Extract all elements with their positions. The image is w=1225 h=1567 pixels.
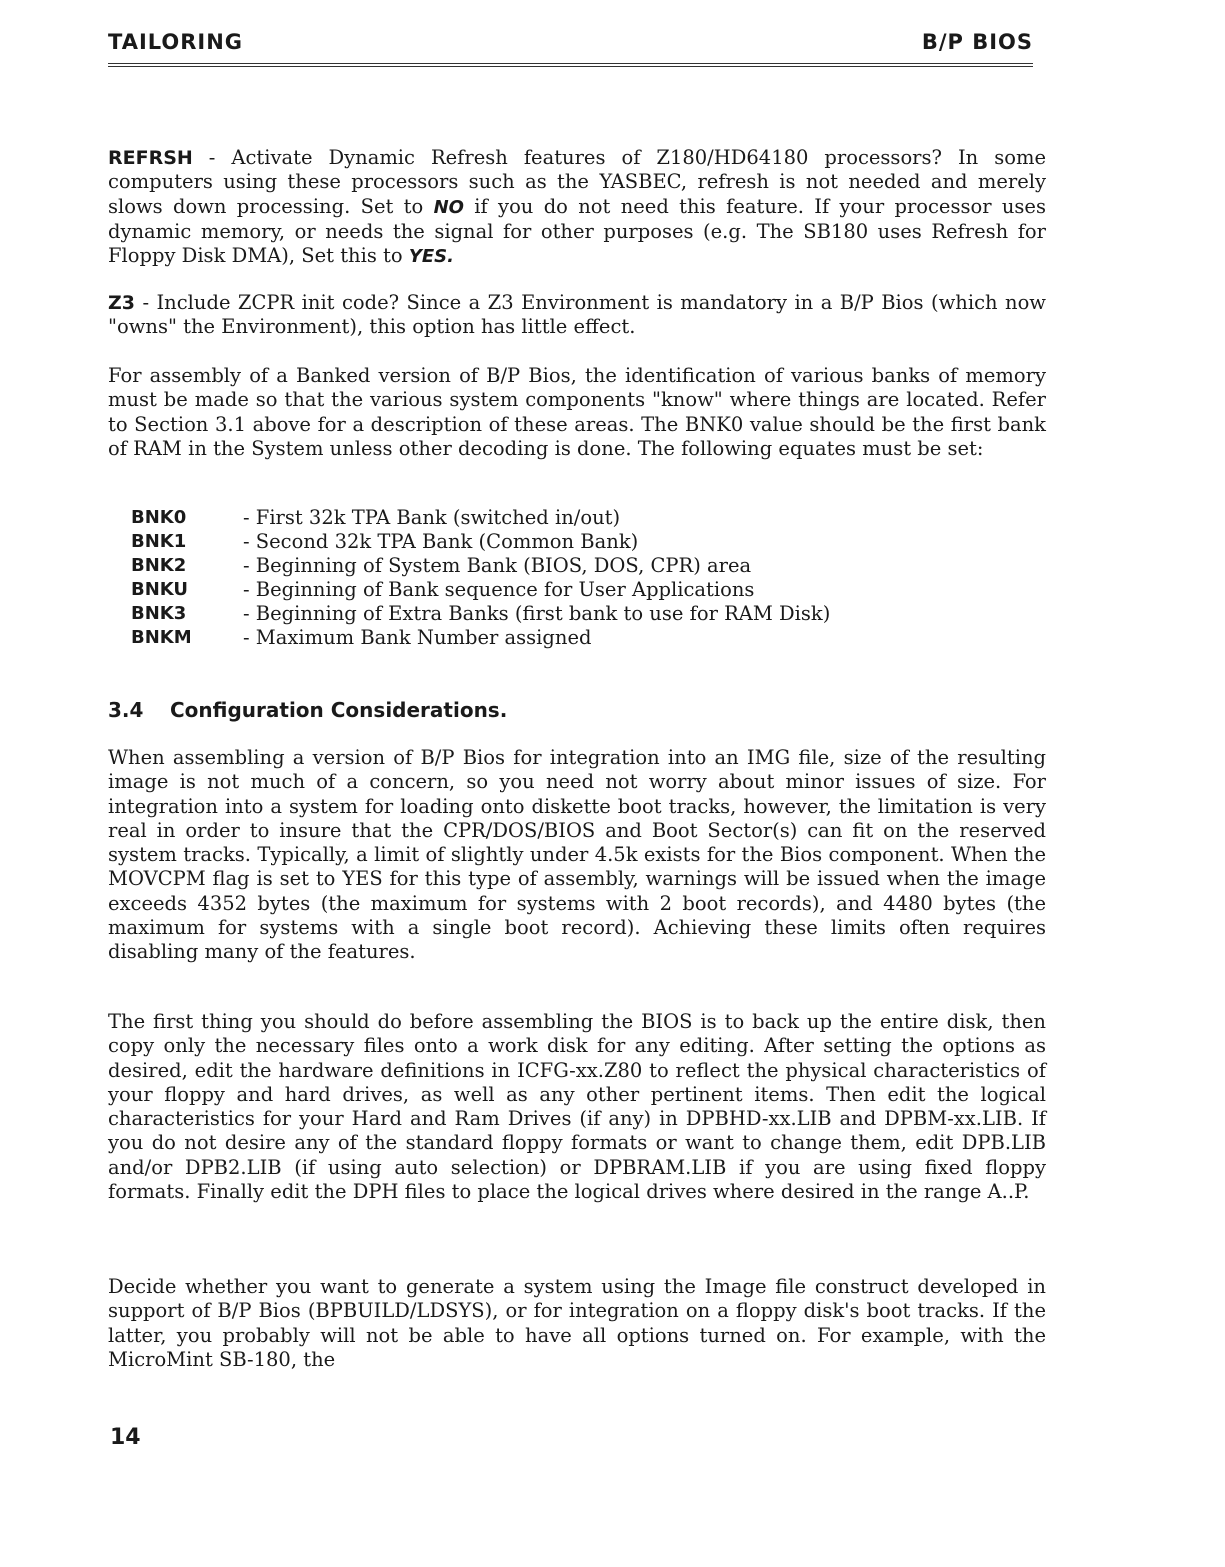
equate-row <box>131 578 1031 602</box>
refrsh-text-2: if you do not need this feature. If your processor uses dynamic memory, or needs the signal for other purposes (e.g. The SB180 uses Refresh for Floppy Disk DMA), Set this to <box>108 194 1046 268</box>
refrsh-no: NO <box>433 196 464 218</box>
equate-desc: - Beginning of Bank sequence for User Applications <box>243 578 755 601</box>
equate-name: BNK2 <box>131 555 187 576</box>
section-heading <box>108 698 507 722</box>
equate-row <box>131 602 1031 626</box>
header-rule <box>108 63 1033 64</box>
refrsh-yes: YES. <box>408 246 454 268</box>
equate-desc: - Second 32k TPA Bank (Common Bank) <box>243 530 639 553</box>
refrsh-paragraph <box>108 146 1046 269</box>
section-title: Configuration Considerations. <box>170 698 508 722</box>
equate-desc: - Beginning of System Bank (BIOS, DOS, CPR) area <box>243 554 752 577</box>
header-title: B/P BIOS <box>921 30 1033 54</box>
banked-paragraph: For assembly of a Banked version of B/P Bios, the identification of various banks of memory must be made so that the various system components "know" where things are located. Refer to Section 3.1 above for a description of these areas. The BNK0 value should be the first bank of RAM in the System unless other decoding is done. The following equates must be set: <box>108 364 1046 460</box>
z3-text: - Include ZCPR init code? Since a Z3 Environment is mandatory in a B/P Bios (which now "owns" the Environment), this option has little effect. <box>108 291 1046 339</box>
section-number: 3.4 <box>108 698 144 722</box>
z3-paragraph <box>108 291 1046 340</box>
page-number: 14 <box>110 1425 141 1450</box>
equate-row <box>131 530 1031 554</box>
z3-keyword: Z3 <box>108 292 135 314</box>
equate-name: BNK3 <box>131 603 187 624</box>
equate-name: BNK1 <box>131 531 187 552</box>
header-chapter: TAILORING <box>108 30 244 54</box>
equate-desc: - First 32k TPA Bank (switched in/out) <box>243 506 621 529</box>
equates-list <box>131 506 1031 650</box>
equate-name: BNKU <box>131 579 189 600</box>
equate-desc: - Maximum Bank Number assigned <box>243 626 592 649</box>
body-paragraph-1: When assembling a version of B/P Bios for integration into an IMG file, size of the resulting image is not much of a concern, so you need not worry about minor issues of size. For integration into a system for loading onto diskette boot tracks, however, the limitation is very real in order to insure that the CPR/DOS/BIOS and Boot Sector(s) can fit on the reserved system tracks. Typically, a limit of slightly under 4.5k exists for the Bios component. When the MOVCPM flag is set to YES for this type of assembly, warnings will be issued when the image exceeds 4352 bytes (the maximum for systems with 2 boot records), and 4480 bytes (the maximum for systems with a single boot record). Achieving these limits often requires disabling many of the features. <box>108 746 1046 964</box>
equate-row <box>131 506 1031 530</box>
equate-name: BNK0 <box>131 507 187 528</box>
refrsh-keyword: REFRSH <box>108 147 193 169</box>
body-paragraph-3: Decide whether you want to generate a system using the Image file construct developed in support of B/P Bios (BPBUILD/LDSYS), or for integration on a floppy disk's boot tracks. If the latter, you probably will not be able to have all options turned on. For example, with the MicroMint SB-180, the <box>108 1275 1046 1371</box>
equate-desc: - Beginning of Extra Banks (first bank to use for RAM Disk) <box>243 602 831 625</box>
running-header <box>108 30 1033 54</box>
refrsh-text-1: - Activate Dynamic Refresh features of Z180/HD64180 processors? In some computers using these processors such as the YASBEC, refresh is not needed and merely slows down processing. Set to <box>108 146 1046 218</box>
equate-name: BNKM <box>131 627 192 648</box>
equate-row <box>131 626 1031 650</box>
body-paragraph-2: The first thing you should do before assembling the BIOS is to back up the entire disk, then copy only the necessary files onto a work disk for any editing. After setting the options as desired, edit the hardware definitions in ICFG-xx.Z80 to reflect the physical characteristics of your floppy and hard drives, as well as any other pertinent items. Then edit the logical characteristics for your Hard and Ram Drives (if any) in DPBHD-xx.LIB and DPBM-xx.LIB. If you do not desire any of the standard floppy formats or want to change them, edit DPB.LIB and/or DPB2.LIB (if using auto selection) or DPBRAM.LIB if you are using fixed floppy formats. Finally edit the DPH files to place the logical drives where desired in the range A..P. <box>108 1010 1046 1204</box>
header-rule-2 <box>108 66 1033 67</box>
equate-row <box>131 554 1031 578</box>
